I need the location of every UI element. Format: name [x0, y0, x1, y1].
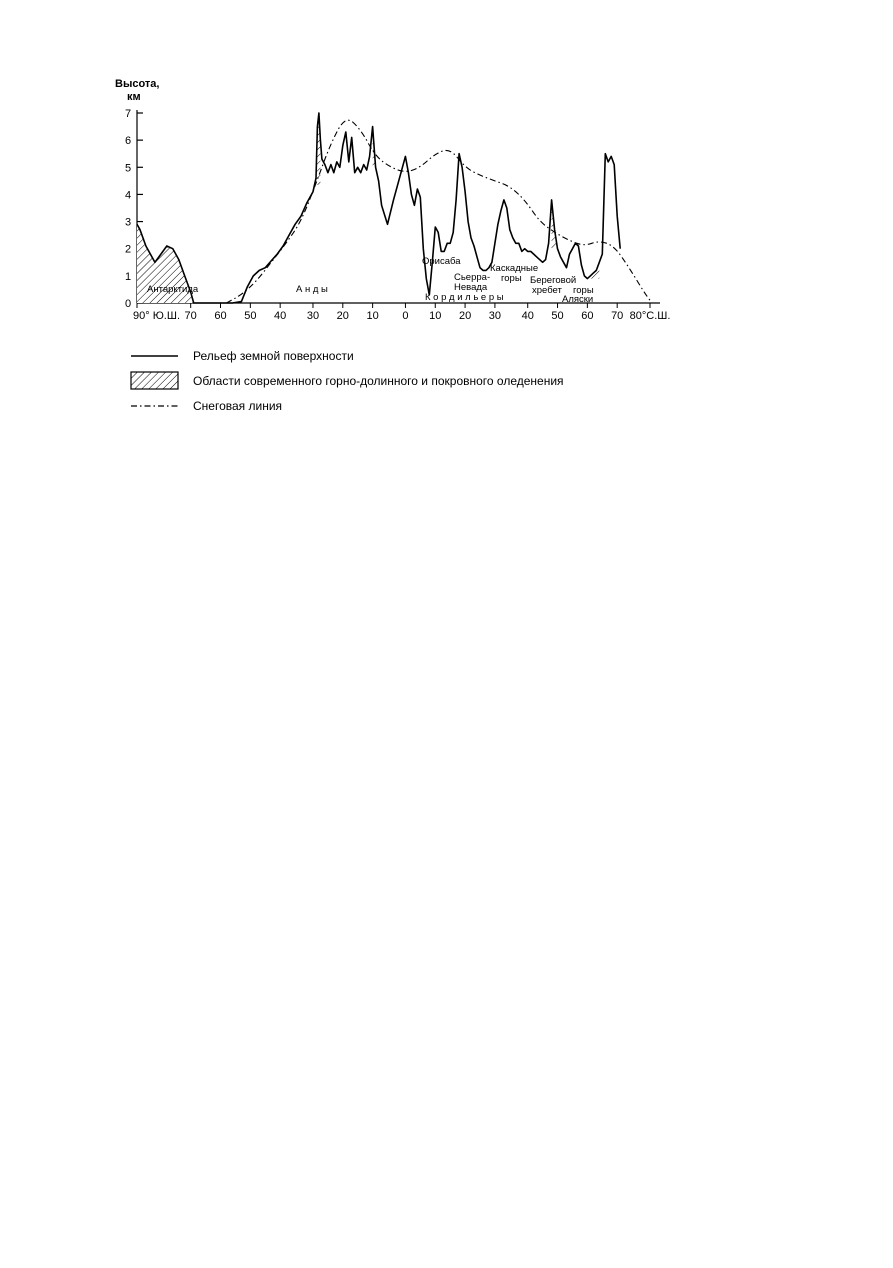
annotation-sierra-line2: Невада	[454, 282, 488, 293]
x-tick-label: 30	[306, 310, 320, 322]
x-tick-label: 50	[244, 310, 257, 322]
annotations	[147, 256, 594, 305]
y-tick-label: 2	[125, 243, 132, 256]
x-tick-label: 60	[581, 310, 594, 322]
annotation-alaska-line1: горы	[573, 285, 594, 296]
x-tick-label: 60	[214, 310, 227, 322]
x-tick-label: 80°С.Ш.	[629, 310, 671, 322]
legend	[131, 349, 564, 413]
y-axis-label-line2: км	[127, 91, 141, 103]
x-ticks	[133, 303, 670, 322]
legend-hatched-box-symbol	[131, 372, 178, 389]
x-tick-label: 20	[336, 310, 349, 322]
y-tick-label: 7	[125, 108, 132, 120]
legend-snowline-label: Снеговая линия	[193, 399, 283, 413]
annotation-alaska-line2: Аляски	[562, 294, 594, 305]
x-tick-label: 90° Ю.Ш.	[133, 310, 180, 322]
legend-relief-label: Рельеф земной поверхности	[193, 349, 354, 363]
annotation-cascade-line1: Каскадные	[490, 263, 539, 274]
x-tick-label: 40	[521, 310, 534, 322]
x-tick-label: 0	[402, 310, 409, 322]
y-tick-label: 1	[125, 270, 132, 283]
snow-line	[226, 120, 650, 303]
y-tick-label: 5	[125, 162, 132, 175]
annotation-antarctida: Антарктида	[147, 284, 199, 295]
y-tick-label: 6	[125, 135, 132, 148]
x-tick-label: 30	[488, 310, 502, 322]
y-tick-label: 3	[125, 216, 132, 229]
annotation-coast-range-line2: хребет	[532, 285, 562, 296]
annotation-coast-range-line1: Береговой	[530, 275, 577, 286]
y-axis-label-line1: Высота,	[115, 78, 160, 90]
annotation-sierra-line1: Сьерра-	[454, 272, 491, 283]
x-tick-label: 20	[458, 310, 472, 322]
x-tick-label: 10	[429, 310, 442, 322]
annotation-cordillera: К о р д и л ь е р ы	[425, 292, 504, 303]
x-tick-label: 70	[184, 310, 197, 322]
annotation-cascade-line2: горы	[501, 273, 522, 284]
y-tick-label: 0	[125, 298, 132, 310]
x-tick-label: 10	[366, 310, 379, 322]
annotation-orisaba: Орисаба	[422, 256, 461, 267]
y-tick-label: 4	[125, 189, 132, 202]
x-tick-label: 70	[611, 310, 624, 322]
x-tick-label: 50	[551, 310, 564, 322]
legend-glaciation-label: Области современного горно-долинного и покровного оледенения	[193, 374, 564, 388]
annotation-andy: А н д ы	[296, 284, 328, 295]
x-tick-label: 40	[274, 310, 287, 322]
